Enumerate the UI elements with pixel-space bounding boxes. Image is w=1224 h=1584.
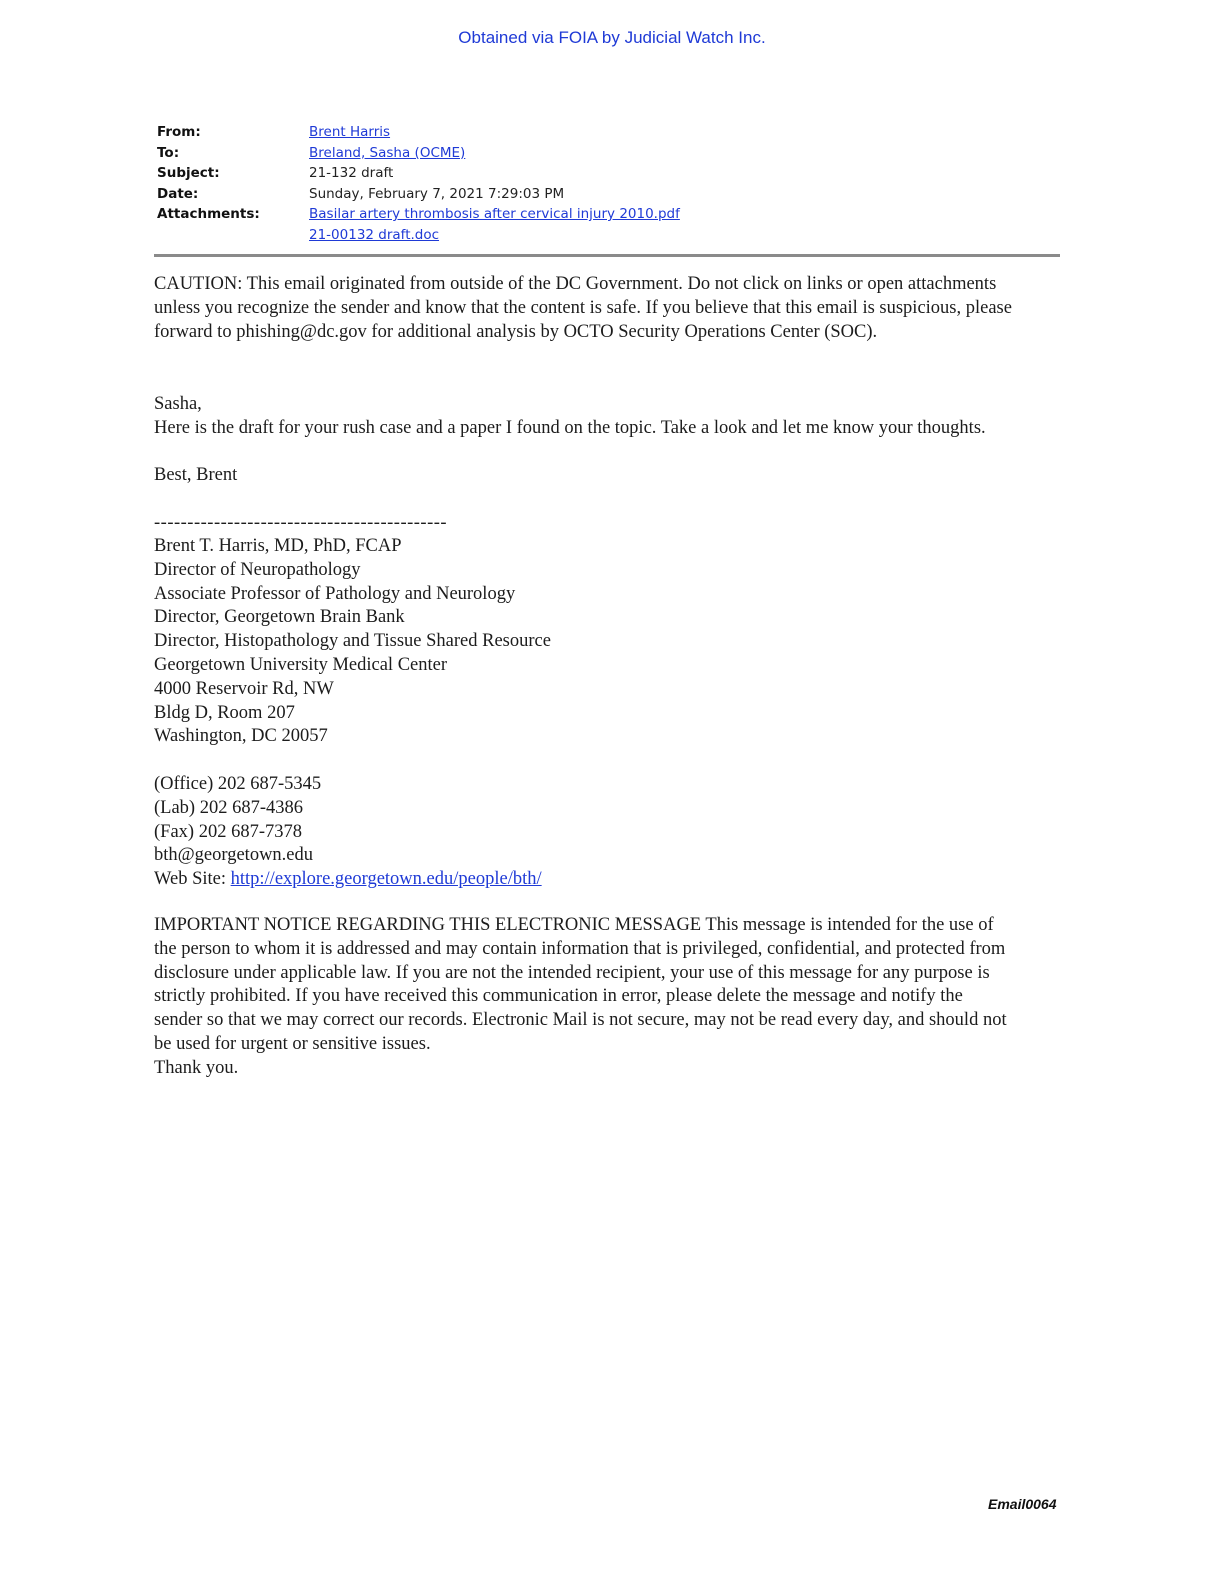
greeting: Sasha, (154, 394, 202, 414)
notice-line: strictly prohibited. If you have received this communication in error, please delete the message and notify the (154, 986, 963, 1007)
website-link[interactable]: http://explore.georgetown.edu/people/bth/ (230, 869, 542, 890)
fax-number: (Fax) 202 687-7378 (154, 821, 302, 842)
signature-line: Bldg D, Room 207 (154, 702, 295, 723)
website-line (154, 868, 1064, 892)
to-label: To: (157, 144, 180, 161)
lab-phone: (Lab) 202 687-4386 (154, 797, 303, 818)
signature-line: Associate Professor of Pathology and Neurology (154, 583, 516, 604)
to-row (157, 143, 680, 164)
caution-banner (154, 273, 1064, 344)
from-label: From: (157, 124, 201, 140)
signoff: Best, Brent (154, 465, 238, 485)
date-label: Date: (157, 185, 199, 202)
signature-line: 4000 Reservoir Rd, NW (154, 678, 334, 699)
notice-line: be used for urgent or sensitive issues. (154, 1033, 431, 1054)
date-value: Sunday, February 7, 2021 7:29:03 PM (309, 185, 565, 202)
signature-divider: -------------------------------------------- (154, 513, 448, 533)
foia-banner: Obtained via FOIA by Judicial Watch Inc. (458, 28, 766, 47)
attachments-list (309, 204, 680, 245)
signature-line: Washington, DC 20057 (154, 726, 328, 747)
signature-line: Director, Georgetown Brain Bank (154, 607, 405, 628)
attachments-row (157, 204, 680, 245)
office-phone: (Office) 202 687-5345 (154, 774, 322, 794)
subject-label: Subject: (157, 165, 220, 181)
attachment-link-pdf[interactable]: Basilar artery thrombosis after cervical injury 2010.pdf (309, 206, 680, 222)
message-body (154, 393, 1064, 441)
caution-line: unless you recognize the sender and know that the content is safe. If you believe that this email is suspicious, please (154, 297, 1012, 318)
email-header (157, 122, 680, 245)
subject-row (157, 163, 680, 184)
signature-name: Brent T. Harris, MD, PhD, FCAP (154, 536, 402, 556)
attachments-label: Attachments: (157, 206, 260, 222)
caution-line: forward to phishing@dc.gov for additional analysis by OCTO Security Operations Center (SOC). (154, 321, 878, 342)
website-label: Web Site: (154, 869, 231, 890)
signature-block (154, 535, 1064, 749)
notice-line: the person to whom it is addressed and may contain information that is privileged, confidential, and protected from (154, 938, 1006, 959)
page-identifier: Email0064 (988, 1496, 1057, 1512)
legal-notice (154, 914, 1064, 1081)
signature-line: Georgetown University Medical Center (154, 654, 448, 675)
attachment-link-doc[interactable]: 21-00132 draft.doc (309, 226, 440, 243)
notice-thanks: Thank you. (154, 1057, 239, 1078)
to-recipient-link[interactable]: Breland, Sasha (OCME) (309, 144, 466, 161)
signature-line: Director of Neuropathology (154, 559, 361, 580)
caution-line: CAUTION: This email originated from outside of the DC Government. Do not click on links or open attachments (154, 274, 997, 294)
notice-line: disclosure under applicable law. If you are not the intended recipient, your use of this message for any purpose is (154, 962, 990, 983)
notice-line: sender so that we may correct our records. Electronic Mail is not secure, may not be read every day, and should not (154, 1010, 1007, 1031)
message-text: Here is the draft for your rush case and a paper I found on the topic. Take a look and let me know your thoughts. (154, 417, 986, 438)
notice-line: IMPORTANT NOTICE REGARDING THIS ELECTRONIC MESSAGE This message is intended for the use of (154, 915, 994, 935)
contact-block (154, 773, 1064, 892)
from-row (157, 122, 680, 143)
from-sender-link[interactable]: Brent Harris (309, 124, 391, 140)
date-row (157, 184, 680, 205)
signature-line: Director, Histopathology and Tissue Shared Resource (154, 631, 551, 652)
email-address: bth@georgetown.edu (154, 845, 314, 866)
subject-value: 21-132 draft (309, 165, 394, 181)
header-divider (154, 254, 1060, 257)
